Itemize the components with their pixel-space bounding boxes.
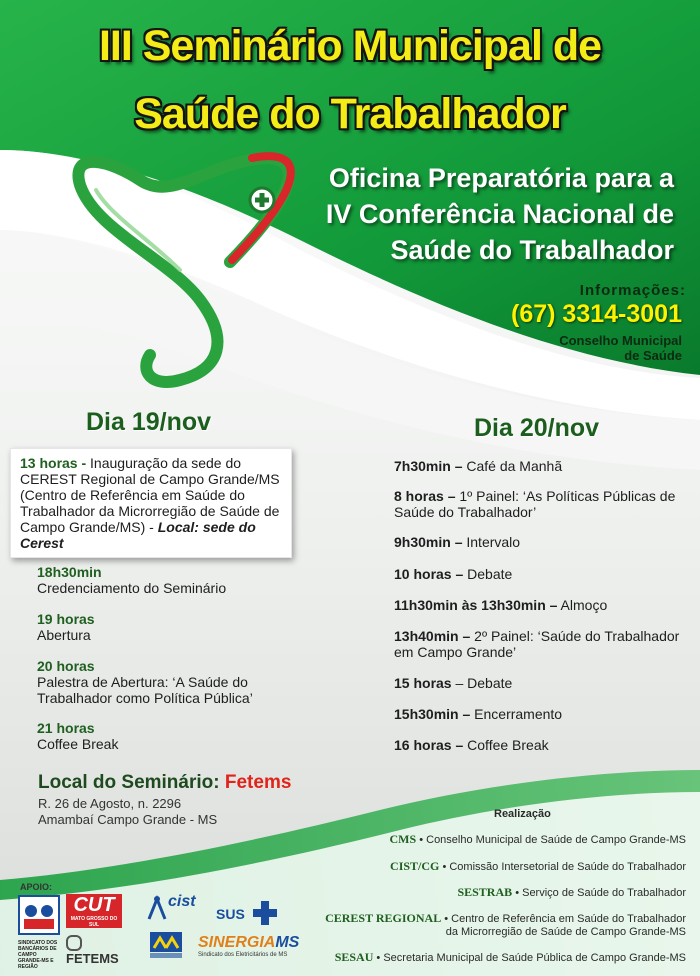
day2-event-time: 10 horas – bbox=[394, 566, 464, 582]
cut-logo bbox=[66, 894, 122, 928]
day1-event bbox=[37, 564, 277, 596]
cist-logo-text: cist bbox=[168, 893, 196, 910]
day2-event-time: 15 horas bbox=[394, 675, 452, 691]
day1-event bbox=[37, 658, 267, 706]
realizacao-desc-cont: da Microrregião de Saúde de Campo Grande-MS bbox=[445, 926, 686, 938]
conselho-logo bbox=[148, 930, 184, 960]
realizacao-abbr: SESAU bbox=[334, 950, 374, 964]
day2-event-desc: – Debate bbox=[451, 675, 513, 691]
apoio-label: APOIO: bbox=[20, 882, 53, 892]
day1-event-time: 18h30min bbox=[37, 564, 102, 580]
venue-address-line1: R. 26 de Agosto, n. 2296 bbox=[38, 796, 182, 811]
realizacao-desc: • Centro de Referência em Saúde do Trabalhador bbox=[441, 913, 686, 925]
poster-title-line2: Saúde do Trabalhador bbox=[134, 90, 566, 138]
venue-title bbox=[38, 772, 291, 794]
sindicato-bancarios-logo bbox=[18, 895, 60, 971]
sus-logo bbox=[216, 900, 286, 928]
conselho-logo-icon bbox=[148, 930, 184, 960]
day1-event-time: 13 horas - bbox=[20, 455, 87, 471]
day1-event bbox=[37, 611, 277, 643]
day1-event-highlight bbox=[10, 448, 292, 558]
day1-event-time: 21 horas bbox=[37, 720, 95, 736]
day2-event bbox=[394, 597, 694, 613]
organizer-line1: Conselho Municipal bbox=[559, 333, 682, 348]
day1-event-desc: Coffee Break bbox=[37, 736, 119, 752]
day2-event-desc: Intervalo bbox=[462, 534, 521, 550]
day2-event-time: 8 horas – bbox=[394, 488, 456, 504]
day2-event-desc: 2º Painel: ‘Saúde do Trabalhador em Campo Grande’ bbox=[394, 628, 680, 660]
organizer bbox=[522, 333, 682, 363]
realizacao-abbr: CEREST REGIONAL bbox=[325, 911, 442, 925]
day1-event-time: 20 horas bbox=[37, 658, 95, 674]
day2-event-desc: Almoço bbox=[557, 597, 608, 613]
poster-title-line1: III Seminário Municipal de bbox=[98, 22, 602, 70]
day2-event-time: 9h30min – bbox=[394, 534, 463, 550]
venue-label: Local do Seminário: bbox=[38, 772, 220, 793]
sinergia-logo-ms: MS bbox=[275, 934, 300, 951]
realizacao-abbr: CIST/CG bbox=[390, 859, 440, 873]
subtitle-line3: Saúde do Trabalhador bbox=[390, 235, 674, 265]
organizer-line2: de Saúde bbox=[624, 348, 682, 363]
fetems-logo bbox=[66, 934, 136, 966]
fetems-logo-icon bbox=[66, 935, 82, 951]
day1-event-desc: Palestra de Abertura: ‘A Saúde do Trabalhador como Política Pública’ bbox=[37, 674, 253, 706]
day2-event bbox=[394, 737, 694, 753]
venue-name: Fetems bbox=[224, 772, 292, 793]
day2-event-desc: Café da Manhã bbox=[462, 458, 563, 474]
venue-address bbox=[38, 796, 217, 828]
realizacao-desc: • Comissão Intersetorial de Saúde do Trabalhador bbox=[439, 861, 686, 873]
subtitle bbox=[254, 160, 674, 268]
day2-event-time: 15h30min – bbox=[394, 706, 471, 722]
realizacao-item bbox=[256, 951, 686, 965]
realizacao-desc: • Secretaria Municipal de Saúde Pública de Campo Grande-MS bbox=[373, 952, 686, 964]
day2-event-time: 11h30min às 13h30min – bbox=[394, 597, 558, 613]
realizacao-item bbox=[256, 833, 686, 847]
day2-event bbox=[394, 488, 694, 520]
realizacao-abbr: CMS bbox=[389, 832, 417, 846]
day2-event bbox=[394, 534, 694, 550]
cist-logo-icon bbox=[146, 895, 168, 921]
cut-logo-sub: MATO GROSSO DO SUL bbox=[66, 916, 122, 928]
venue-address-line2: Amambaí Campo Grande - MS bbox=[38, 812, 218, 827]
day2-event-desc: Debate bbox=[463, 566, 513, 582]
realizacao-desc: • Conselho Municipal de Saúde de Campo Grande-MS bbox=[416, 834, 686, 846]
day2-event-time: 13h40min – bbox=[394, 628, 471, 644]
cut-logo-text: CUT bbox=[73, 894, 115, 916]
sinergia-logo-sub: Sindicato dos Eletricitários de MS bbox=[198, 952, 288, 958]
sus-logo-text: SUS bbox=[216, 906, 245, 922]
realizacao-desc: • Serviço de Saúde do Trabalhador bbox=[512, 887, 686, 899]
day1-event-local: Local: sede do Cerest bbox=[20, 519, 256, 551]
info-label: Informações: bbox=[579, 282, 686, 299]
sinergia-logo-text: SINERGIA bbox=[198, 934, 276, 951]
subtitle-line1: Oficina Preparatória para a bbox=[328, 163, 674, 193]
sinergia-logo bbox=[198, 934, 308, 958]
day1-event-desc: Inauguração da sede do CEREST Regional de Campo Grande/MS (Centro de Referência em Saúde do Trabalhador da Microrregião de Saúde de Campo Grande/MS) - bbox=[20, 455, 280, 535]
fetems-logo-text: FETEMS bbox=[66, 950, 119, 966]
day1-event bbox=[37, 720, 277, 752]
day2-event bbox=[394, 675, 694, 691]
cist-logo bbox=[146, 893, 196, 927]
sus-cross-icon bbox=[252, 900, 278, 926]
day1-event-desc: Abertura bbox=[37, 627, 91, 643]
day2-event-desc: 1º Painel: ‘As Políticas Públicas de Saúde do Trabalhador’ bbox=[394, 488, 676, 520]
day1-event-time: 19 horas bbox=[37, 611, 95, 627]
subtitle-line2: IV Conferência Nacional de bbox=[325, 199, 674, 229]
day2-event-time: 7h30min – bbox=[394, 458, 463, 474]
day2-event-time: 16 horas – bbox=[394, 737, 464, 753]
day2-event-desc: Encerramento bbox=[470, 706, 563, 722]
day1-event-desc: Credenciamento do Seminário bbox=[37, 580, 227, 596]
day2-event bbox=[394, 458, 694, 474]
sindicato-logo-text: SINDICATO DOS BANCÁRIOS DE CAMPO GRANDE-MS E REGIÃO bbox=[18, 940, 58, 970]
day2-event-desc: Coffee Break bbox=[463, 737, 549, 753]
day2-event bbox=[394, 628, 694, 660]
day2-event bbox=[394, 706, 694, 722]
day2-heading: Dia 20/nov bbox=[474, 414, 600, 442]
realizacao-heading: Realização bbox=[494, 808, 551, 820]
realizacao-abbr: SESTRAB bbox=[457, 885, 513, 899]
realizacao-item bbox=[256, 912, 686, 939]
phone-number: (67) 3314-3001 bbox=[511, 300, 682, 328]
day2-event bbox=[394, 566, 694, 582]
realizacao-item bbox=[256, 886, 686, 900]
sindicato-logo-icon bbox=[18, 895, 60, 935]
day1-heading: Dia 19/nov bbox=[86, 408, 212, 436]
realizacao-item bbox=[256, 860, 686, 874]
